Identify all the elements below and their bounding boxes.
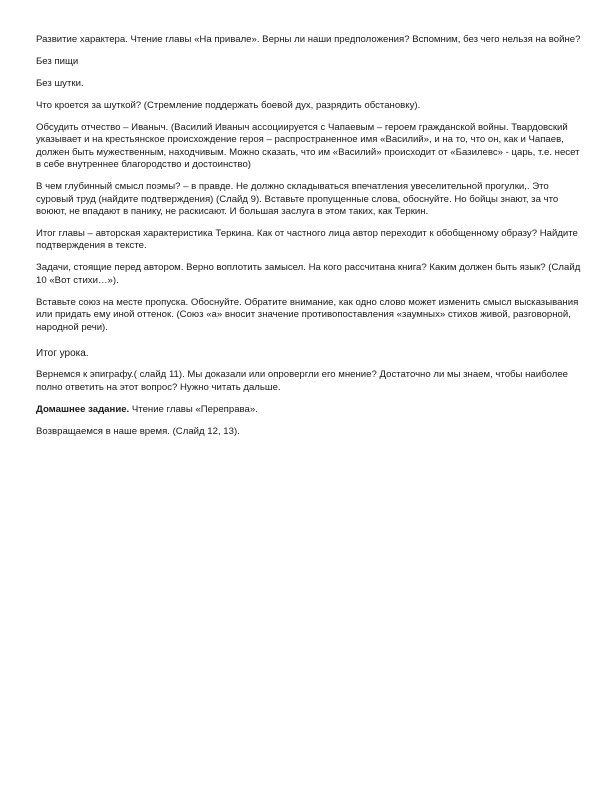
document-page: [36, 34, 581, 448]
paragraph-chapter-summary: Итог главы – авторская характеристика Теркина. Как от частного лица автор переходит к обобщенному образу? Найдите подтверждения в тексте.: [36, 228, 578, 252]
paragraph-author-tasks: Задачи, стоящие перед автором. Верно воплотить замысел. На кого рассчитана книга? Каким должен быть язык? (Слайд 10 «Вот стихи…»).: [36, 262, 581, 286]
paragraph-character-development: Развитие характера. Чтение главы «На привале». Верны ли наши предположения? Вспомним, без чего нельзя на войне?: [36, 34, 581, 45]
paragraph-patronymic: Обсудить отчество – Иваныч. (Василий Иваныч ассоциируется с Чапаевым – героем гражданской войны. Твардовский указывает и на крестьянское происхождение героя – распространенное имя «Василий», и на то, что он, как и Чапаев, должен быть мужественным, находчивым. Можно сказать, что им «Василий» происходит от «Базилевс» - царь, т.е. несет в себе внутреннее благородство и достоинство): [36, 122, 580, 171]
homework-text: Чтение главы «Переправа».: [129, 403, 258, 415]
paragraph-without-food: Без пищи: [36, 56, 79, 67]
paragraph-conjunction: Вставьте союз на месте пропуска. Обоснуйте. Обратите внимание, как одно слово может изменить смысл высказывания или придать ему иной оттенок. (Союз «а» вносит значение противопоставления «заумных» стихов живой, разговорной, народной речи).: [36, 296, 579, 333]
paragraph-joke-meaning: Что кроется за шуткой? (Стремление поддержать боевой дух, разрядить обстановку).: [36, 100, 421, 111]
paragraph-epigraph: Вернемся к эпиграфу.( слайд 11). Мы доказали или опровергли его мнение? Достаточно ли мы знаем, чтобы наиболее полно ответить на этот вопрос? Нужно читать дальше.: [36, 369, 568, 393]
paragraph-homework: [36, 404, 581, 416]
paragraph-return-to-present: Возвращаемся в наше время. (Слайд 12, 13).: [36, 425, 240, 437]
homework-label: Домашнее задание.: [36, 403, 130, 415]
paragraph-deep-meaning: В чем глубинный смысл поэмы? – в правде. Не должно складываться впечатления увеселительной прогулки,. Это суровый труд (найдите подтверждения) (Слайд 9). Вставьте пропущенные слова, обоснуйте. Но бойцы знают, за что воюют, не впадают в панику, не раскисают. И большая заслуга в этом таких, как Теркин.: [36, 181, 559, 218]
paragraph-without-joke: Без шутки.: [36, 78, 84, 89]
section-heading-lesson-summary: Итог урока.: [36, 348, 89, 360]
